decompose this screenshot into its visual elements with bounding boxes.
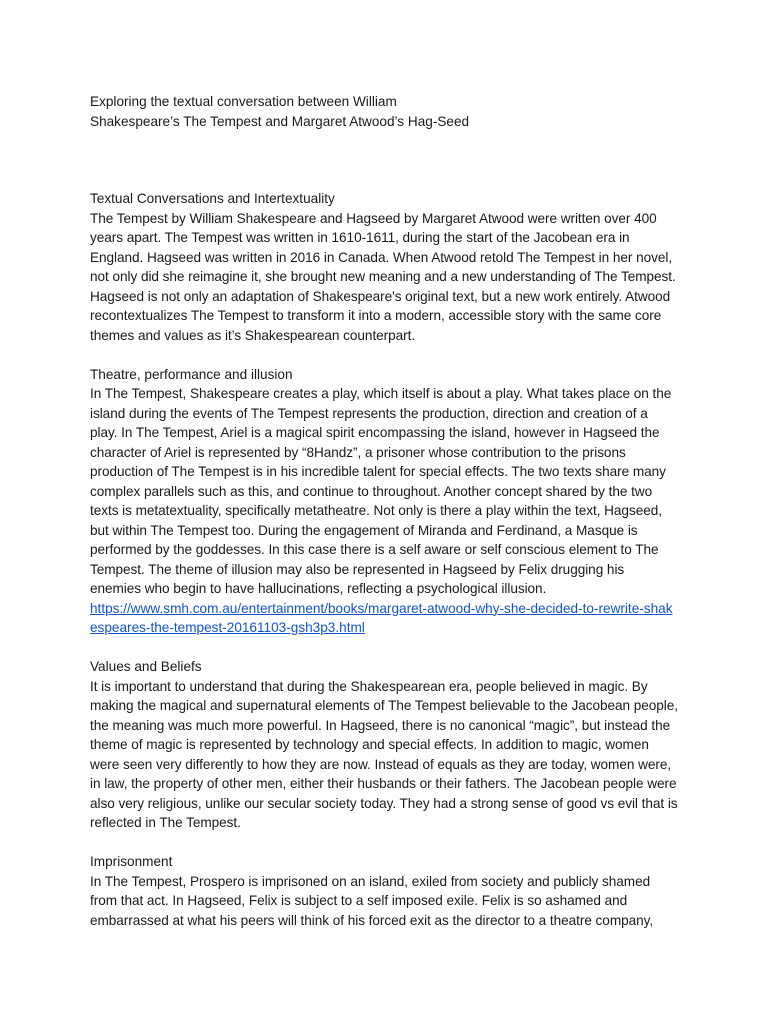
document-title — [90, 92, 678, 131]
section-heading: Values and Beliefs — [90, 659, 202, 674]
section-paragraph: In The Tempest, Shakespeare creates a play, which itself is about a play. What takes place on the island during the events of The Tempest represents the production, direction and creation of a play. In The Tempest, Ariel is a magical spirit encompassing the island, however in Hagseed the character of Ariel is represented by “8Handz”, a prisoner whose contribution to the prisons production of The Tempest is in his incredible talent for special effects. The two texts share many complex parallels such as this, and continue to throughout. Another concept shared by the two texts is metatextuality, specifically metatheatre. Not only is there a play within the text, Hagseed, but within The Tempest too. During the engagement of Miranda and Ferdinand, a Masque is performed by the goddesses. In this case there is a self aware or self conscious element to The Tempest. The theme of illusion may also be represented in Hagseed by Felix drugging his enemies who begin to have hallucinations, reflecting a psychological illusion. — [90, 386, 672, 596]
section-intertextuality — [90, 189, 678, 345]
section-heading: Theatre, performance and illusion — [90, 366, 293, 382]
title-line-2: Shakespeare’s The Tempest and Margaret Atwood’s Hag-Seed — [90, 113, 470, 129]
section-values — [90, 657, 678, 833]
source-link[interactable]: https://www.smh.com.au/entertainment/books/margaret-atwood-why-she-decided-to-rewrite-shakespeares-the-tempest-20161103-gsh3p3.html — [90, 600, 673, 635]
title-line-1: Exploring the textual conversation between William — [90, 94, 397, 109]
section-paragraph: In The Tempest, Prospero is imprisoned on an island, exiled from society and publicly shamed from that act. In Hagseed, Felix is subject to a self imposed exile. Felix is so ashamed and embarrassed at what his peers will think of his forced exit as the director to a theatre company, — [90, 873, 654, 928]
section-imprisonment — [90, 852, 678, 930]
section-heading: Imprisonment — [90, 854, 173, 869]
section-heading: Textual Conversations and Intertextuality — [90, 191, 335, 206]
section-paragraph: It is important to understand that during the Shakespearean era, people believed in magic. By making the magical and supernatural elements of The Tempest believable to the Jacobean people, the meaning was much more powerful. In Hagseed, there is no canonical “magic”, but instead the theme of magic is represented by technology and special effects. In addition to magic, women were seen very differently to how they are now. Instead of equals as they are today, women were, in law, the property of other men, either their husbands or their fathers. The Jacobean people were also very religious, unlike our secular society today. They had a strong sense of good vs evil that is reflected in The Tempest. — [90, 678, 679, 830]
document-page — [90, 92, 678, 950]
section-theatre — [90, 365, 678, 638]
section-paragraph: The Tempest by William Shakespeare and Hagseed by Margaret Atwood were written over 400 years apart. The Tempest was written in 1610-1611, during the start of the Jacobean era in England. Hagseed was written in 2016 in Canada. When Atwood retold The Tempest in her novel, not only did she reimagine it, she brought new meaning and a new understanding of The Tempest. Hagseed is not only an adaptation of Shakespeare's original text, but a new work entirely. Atwood recontextualizes The Tempest to transform it into a modern, accessible story with the same core themes and values as it’s Shakespearean counterpart. — [90, 210, 676, 343]
